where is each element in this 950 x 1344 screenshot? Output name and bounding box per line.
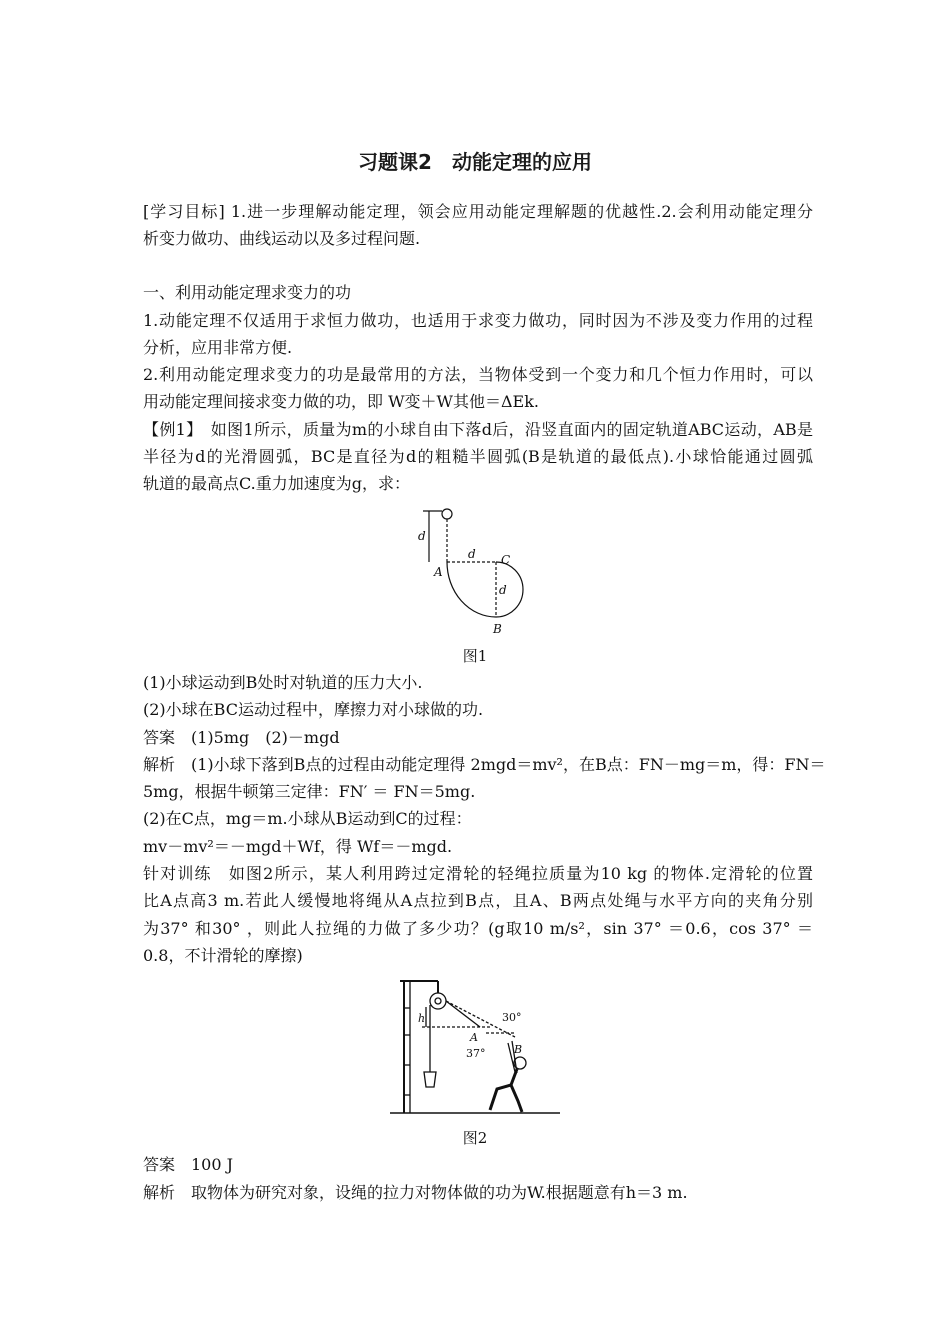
section-heading: 一、利用动能定理求变力的功 [143,283,352,302]
page-title: 习题课2 动能定理的应用 [358,150,592,174]
label-30deg: 30° [502,1011,522,1024]
label-d-right: d [499,583,507,597]
practice-line-2: 比A点高3 m.若此人缓慢地将绳从A点拉到B点，且A、B两点处绳与水平方向的夹角分别 [143,891,813,910]
solution-1-line-3: (2)在C点，mg＝m.小球从B运动到C的过程： [143,809,472,828]
solution-1-line-1: 解析 (1)小球下落到B点的过程由动能定理得 2mgd＝mv²，在B点：FN－mg＝m，得：FN＝ [143,755,826,774]
practice-line-3: 为37° 和30° ，则此人拉绳的力做了多少功？(g取10 m/s²，sin 37° ＝0.6，cos 37° ＝ [143,919,813,938]
question-1: (1)小球运动到B处时对轨道的压力大小. [143,673,423,692]
point2-line-1: 2.利用动能定理求变力的功是最常用的方法，当物体受到一个变力和几个恒力作用时，可以 [143,365,813,384]
example1-line-1: 【例1】 如图1所示，质量为m的小球自由下落d后，沿竖直面内的固定轨道ABC运动，AB是 [143,420,813,439]
figure-2-caption: 图2 [462,1129,488,1147]
ball [442,509,452,519]
label-d-top: d [418,529,426,543]
label-A2: A [470,1031,478,1044]
label-37deg: 37° [466,1047,486,1060]
objectives-line-2: 析变力做功、曲线运动以及多过程问题. [143,229,421,248]
label-B: B [493,622,502,636]
practice-line-1: 针对训练 如图2所示，某人利用跨过定滑轮的轻绳拉质量为10 kg 的物体.定滑轮的位置 [143,864,813,883]
answer-1: 答案 (1)5mg (2)－mgd [143,728,340,747]
pulley-axle-icon [435,998,441,1004]
question-2: (2)小球在BC运动过程中，摩擦力对小球做的功. [143,700,484,719]
rope-to-A [446,1001,480,1027]
figure-2 [390,975,560,1125]
objectives-line-1: [学习目标] 1.进一步理解动能定理，领会应用动能定理解题的优越性.2.会利用动能定理分 [143,202,813,221]
label-A: A [434,565,443,579]
example1-line-2: 半径为d的光滑圆弧，BC是直径为d的粗糙半圆弧(B是轨道的最低点).小球恰能通过圆弧 [143,447,813,466]
pulley-icon [430,993,446,1009]
point1-line-2: 分析，应用非常方便. [143,338,293,357]
example1-line-3: 轨道的最高点C.重力加速度为g，求： [143,474,411,493]
solution-1-line-2: 5mg，根据牛顿第三定律：FN′ ＝ FN＝5mg. [143,782,476,801]
label-h: h [418,1012,426,1025]
label-C: C [501,553,511,567]
person-body-icon [490,1069,522,1112]
solution-1-line-4: mv－mv²＝－mgd＋Wf，得 Wf＝－mgd. [143,837,453,856]
label-d-mid: d [468,547,476,561]
answer-2: 答案 100 J [143,1155,234,1174]
label-B2: B [514,1043,523,1056]
solution-2: 解析 取物体为研究对象，设绳的拉力对物体做的功为W.根据题意有h＝3 m. [143,1183,688,1202]
weight-icon [424,1072,436,1087]
point1-line-1: 1.动能定理不仅适用于求恒力做功，也适用于求变力做功，同时因为不涉及变力作用的过程 [143,311,813,330]
figure-1 [405,502,555,642]
point2-line-2: 用动能定理间接求变力做的功，即 W变＋W其他＝ΔEk. [143,392,539,411]
figure-1-caption: 图1 [462,647,488,665]
arc-ab [447,562,496,617]
practice-line-4: 0.8，不计滑轮的摩擦) [143,946,303,965]
